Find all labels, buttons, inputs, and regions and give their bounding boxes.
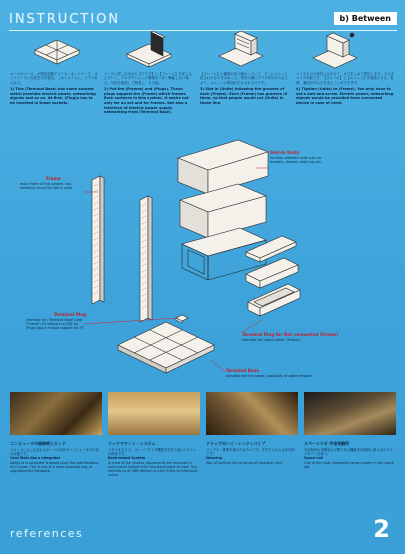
caption-2-heading: ラックマウント・システム xyxy=(108,441,156,446)
frame-label: Frame xyxy=(46,176,61,181)
column-3-english: 3) Slot in (Units) following the grooves of each (Frame). Each (Frame) has grooves (0 them, so that people would cut (Units) in those line. xyxy=(200,87,288,105)
caption-2-japanese-body: スタジオなどで、ロレーアウトで機器を収まる前のシステムの筐体です。 xyxy=(108,448,197,457)
column-4-english: 4) Tighten (Units) to (Frame). You only have to set a bolt and screw. Electric power, networking signals would be provided from connected device in case of need. xyxy=(296,87,394,105)
terminal-plug-description: interface for ('Terminal Base') and ('Frame') (F) connect to (T8) via (Plug) also a mutual support for (F) xyxy=(26,318,84,330)
caption-2-english-title: Rack-mount System xyxy=(108,456,146,461)
caption-4 xyxy=(304,441,394,469)
unit-box-2 xyxy=(180,184,266,238)
caption-4-heading: スペースラボ 宇宙実験所 xyxy=(304,441,350,446)
column-3-japanese: 【フレーム】に溝部が切り換わっていて、そこにユニット化されたものをはめこむ。専用の溝にプラグが付けられており、ユニットの電源が生かされるのです。 xyxy=(200,72,289,85)
caption-1 xyxy=(10,441,100,473)
column-2-english: 2) Put the (Frames) and (Plugs). These plugs support the (Frame) which frames Each surfaces in this system. It works not only for an act and for frames, but also a interface of electric power supply networking from (Terminal Base). xyxy=(104,87,189,115)
terminal-plug-not-connected-label: Terminal Plug for Not connected (Frame) xyxy=(242,332,339,337)
column-1-japanese: オーエがベース、が配給試験アメリカ・ネットワーク、ネットワークに対応を示す場合。このシステムに、ジアスを入れる。 xyxy=(10,72,98,85)
caption-1-japanese-body: スロットにさし込まれるカードの形状サコンピュータの出来の仕様です。 xyxy=(10,448,99,457)
frame-panel-left xyxy=(92,176,104,304)
footer-title: references xyxy=(10,527,84,540)
caption-2-body: In most of the studios, equipments are mounted in rack-mount system from functional point of view. This reminds us of (IBM Weltron & Ir-BI) in the architectural scene. xyxy=(108,460,198,478)
caption-1-body: Ability of a computer is based upon the specifications of IO cards. This is one of a more essential way of upgrading the hardware. xyxy=(10,460,99,474)
caption-3-body: Way of jointing the structure of container rack. xyxy=(206,460,284,465)
frame-panel-middle xyxy=(140,196,152,322)
caption-2 xyxy=(108,441,198,477)
unit-box-1 xyxy=(178,140,268,194)
slot-in-units-description: function-oriented units such as drawers, shelves, table top etc. xyxy=(270,156,322,164)
caption-1-heading: コンピュータの規格時入ロッド xyxy=(10,441,66,446)
terminal-plug-label: Terminal Plug xyxy=(54,312,87,317)
page-number: 2 xyxy=(373,515,390,543)
reference-photo-strip xyxy=(10,392,396,435)
terminal-base-grid xyxy=(118,322,214,373)
terminal-plug-not-connected-description: interface for 'stand-alone' ('Frame') xyxy=(242,338,301,342)
frame-description: main frame of this system, has electrical circuit for slot in units xyxy=(20,182,73,190)
caption-3-heading: ドラッグのハイ・レンクンパイプ xyxy=(206,441,266,446)
column-4-japanese: つくるものの形状に合わせて、ネジをしめて固定します。カスタマイズ可能です。【フレーム】と【ユニット】を接続させる。電源、通信信号などを送ることができます。 xyxy=(296,72,394,85)
terminal-base-label: Terminal Base xyxy=(226,368,260,373)
caption-4-body: One of the most integrated sense system in the space lab. xyxy=(304,460,394,469)
photo-rack-mount xyxy=(108,392,200,435)
caption-3-japanese-body: コンテナ・倉庫を連のためのパイプ、手すりの元々は多目的です。 xyxy=(206,448,295,457)
photo-space-lab xyxy=(304,392,396,435)
caption-1-english-title: Card Slots like a integrator xyxy=(10,456,61,461)
caption-3 xyxy=(206,441,296,465)
photo-weaving-structure xyxy=(206,392,298,435)
drawer-tray-2 xyxy=(246,258,298,288)
header-badge: b) Between xyxy=(334,12,397,25)
column-1-english: 1) This (Terminal Base) has some sockets which provides electric power, networking signals and so on. At first, (Plug)s has to be inserted in those sockets. xyxy=(10,87,96,105)
drawer-tray-3 xyxy=(248,284,300,316)
terminal-base-description: provides electric power, possibility of cable network xyxy=(226,374,312,378)
page-title: INSTRUCTION xyxy=(9,12,121,27)
caption-4-japanese-body: 宇宙船内の実験室は空間である機能を効率的に組みあわせてパターンを持つ。 xyxy=(304,448,394,457)
column-2-japanese: ベースに差し込まれた【プラグ】に【フレーム】を差し込んでいく。プロダクションの関係がうまく機能しない場合、対応を統括して開発し、その他。 xyxy=(104,72,192,85)
caption-3-english-title: Weaving xyxy=(206,456,222,461)
terminal-plug-shape xyxy=(176,315,188,323)
caption-4-english-title: Space Lab xyxy=(304,456,323,461)
photo-card-slots xyxy=(10,392,102,435)
slot-in-units-label: Slot-in Units xyxy=(270,150,300,155)
